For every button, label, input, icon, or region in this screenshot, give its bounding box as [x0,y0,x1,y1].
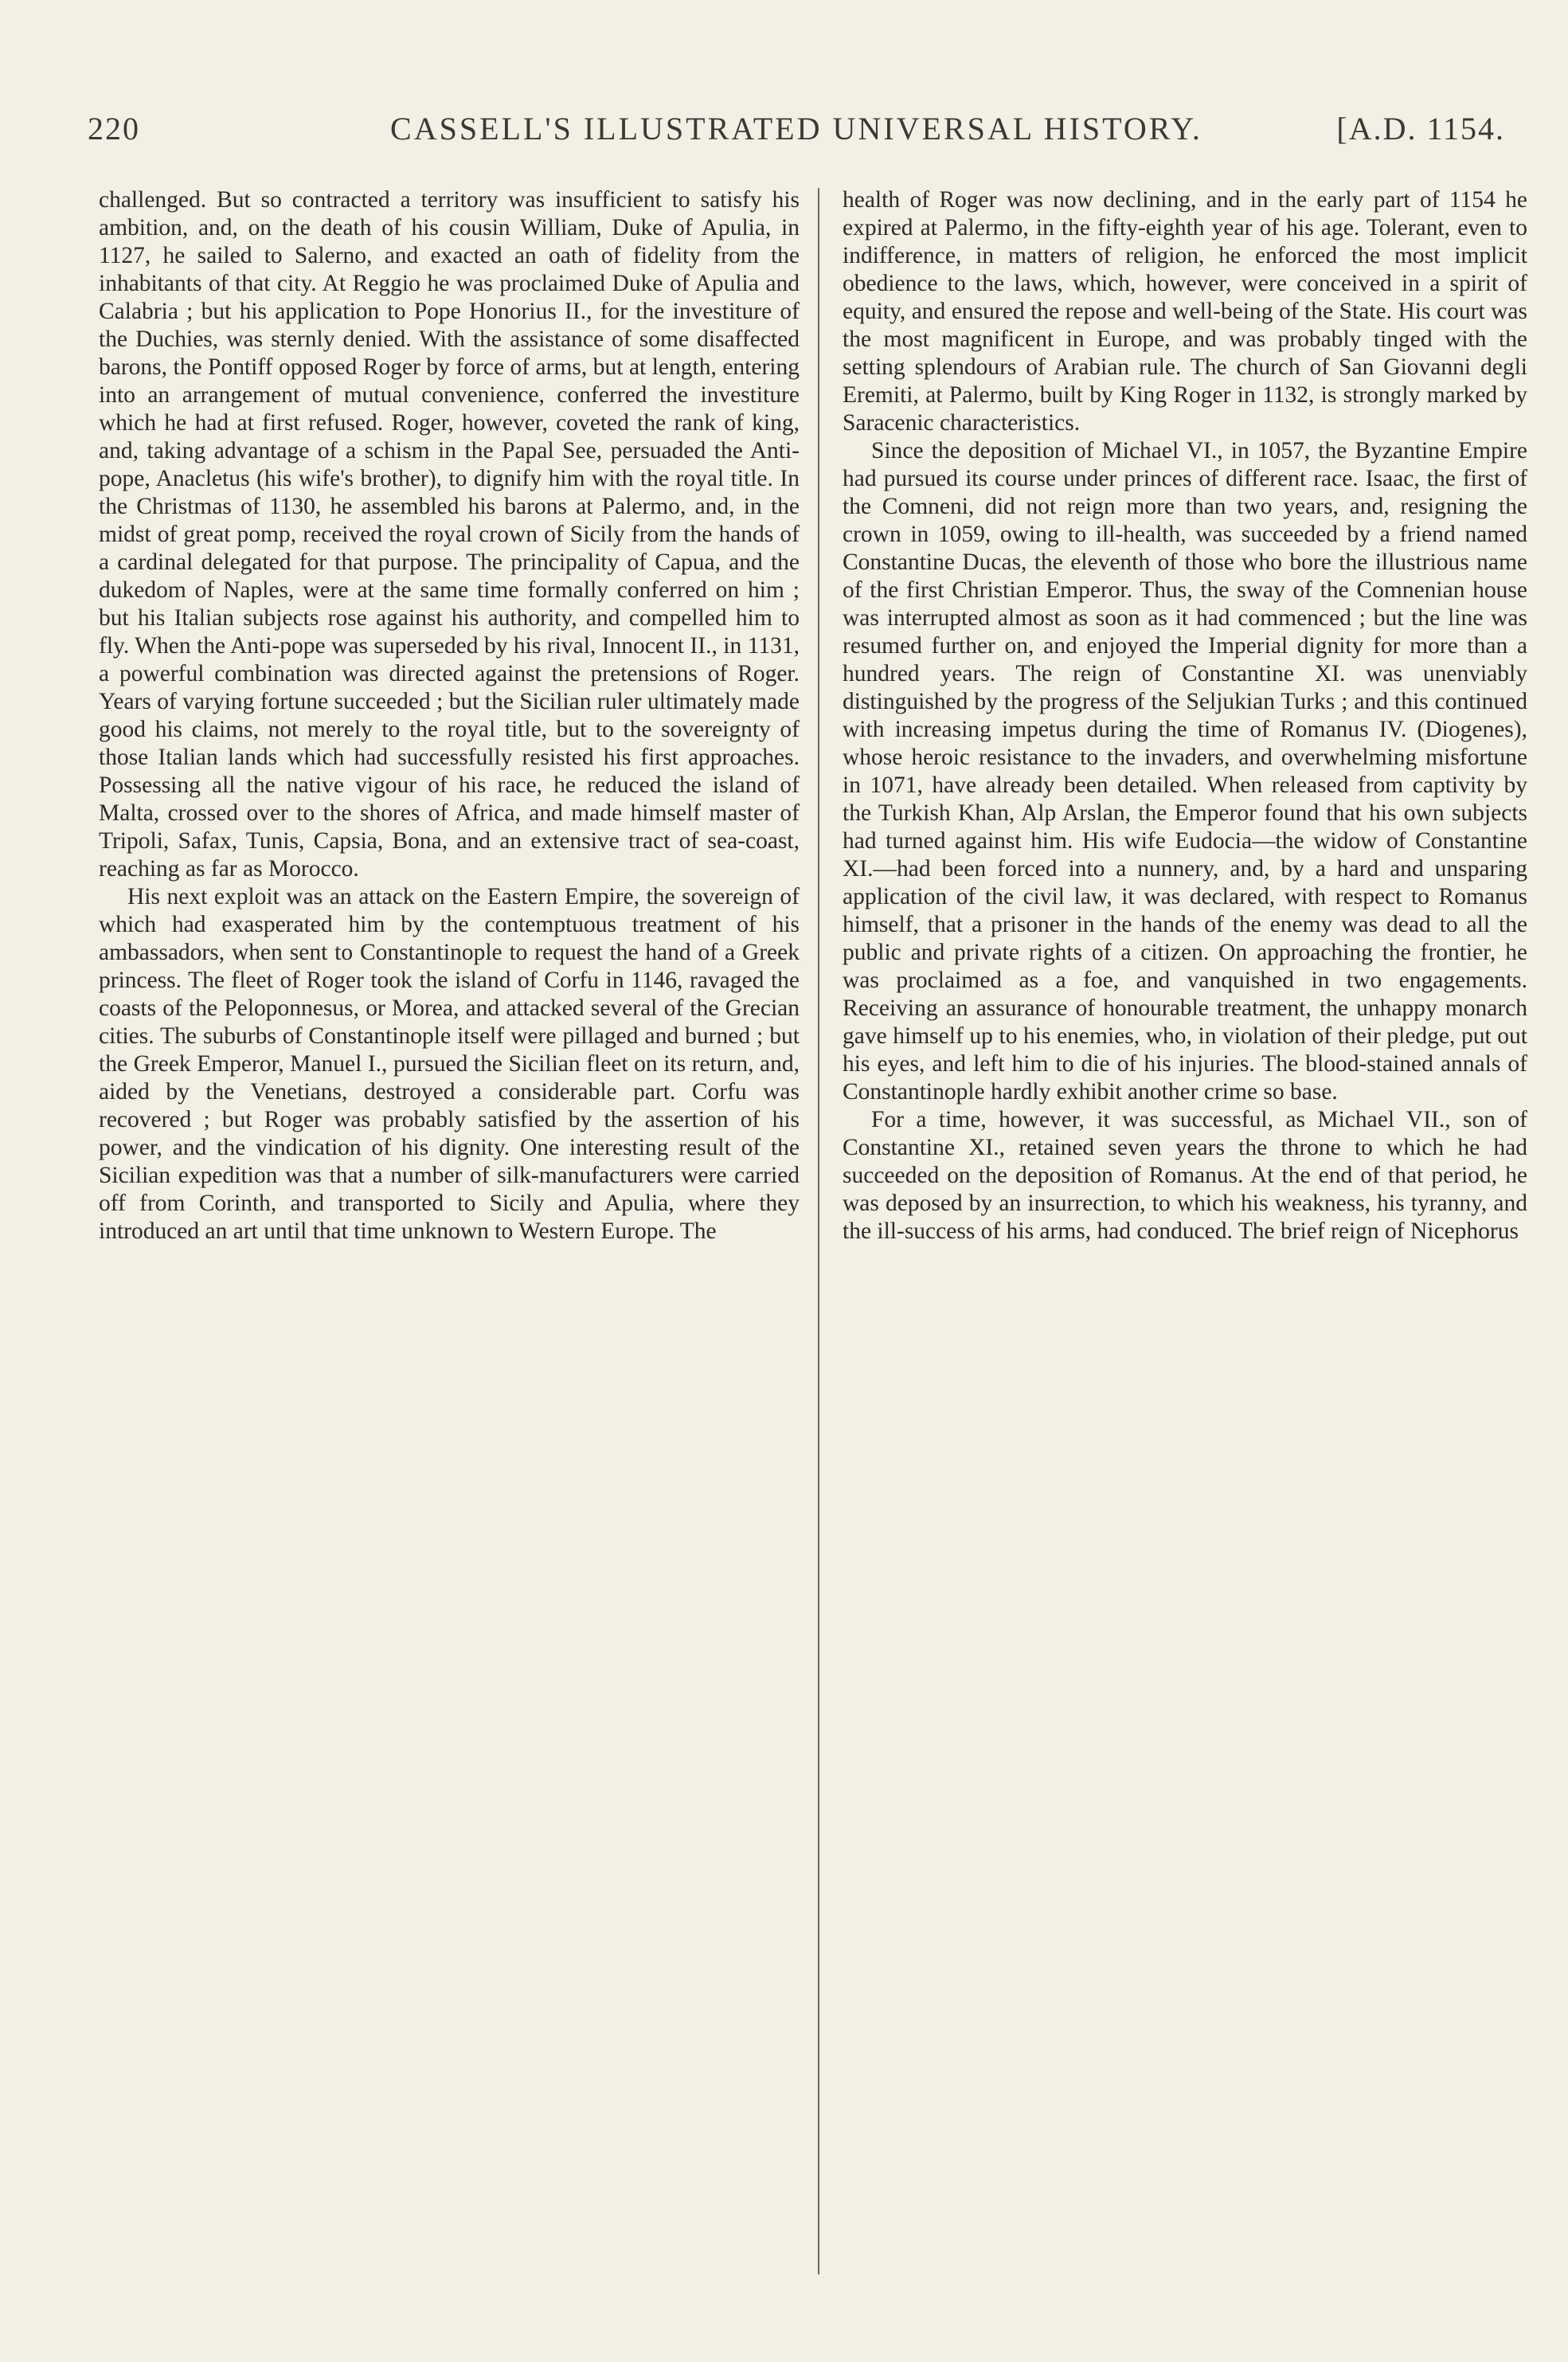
header-date: [A.D. 1154. [1336,111,1505,147]
right-paragraph-3: For a time, however, it was successful, as Michael VII., son of Constantine XI., retained seven years the throne to which he had succeeded on the deposition of Romanus. At the end of that period, he was deposed by an insurrection, to which his weakness, his tyranny, and the ill-success of his arms, had conduced. The brief reign of Nicephorus [843,1107,1527,1244]
page-number: 220 [88,111,140,147]
right-column [843,186,1527,1246]
left-paragraph-2: His next exploit was an attack on the Eastern Empire, the sovereign of which had exasperated him by the contemptuous treatment of his ambassadors, when sent to Constantinople to request the hand of a Greek princess. The fleet of Roger took the island of Corfu in 1146, ravaged the coasts of the Peloponnesus, or Morea, and attacked several of the Grecian cities. The suburbs of Constantinople itself were pillaged and burned ; but the Greek Emperor, Manuel I., pursued the Sicilian fleet on its return, and, aided by the Venetians, destroyed a considerable part. Corfu was recovered ; but Roger was probably satisfied by the assertion of his power, and the vindication of his dignity. One interesting result of the Sicilian expedition was that a number of silk-manufacturers were carried off from Corinth, and transported to Sicily and Apulia, where they introduced an art until that time unknown to Western Europe. The [99,884,800,1244]
column-divider [818,188,819,2274]
left-column [99,186,800,1246]
right-paragraph-1: health of Roger was now declining, and in the early part of 1154 he expired at Palermo, in the fifty-eighth year of his age. Tolerant, even to indifference, in matters of religion, he enforced the most implicit obedience to the laws, which, however, were conceived in a spirit of equity, and ensured the repose and well-being of the State. His court was the most magnificent in Europe, and was probably tinged with the setting splendours of Arabian rule. The church of San Giovanni degli Eremiti, at Palermo, built by King Roger in 1132, is strongly marked by Saracenic characteristics. [843,187,1527,436]
running-title: CASSELL'S ILLUSTRATED UNIVERSAL HISTORY. [390,111,1202,147]
right-paragraph-2: Since the deposition of Michael VI., in 1057, the Byzantine Empire had pursued its course under princes of different race. Isaac, the first of the Comneni, did not reign more than two years, and, resigning the crown in 1059, owing to ill-health, was succeeded by a friend named Constantine Ducas, the eleventh of those who bore the illustrious name of the first Christian Emperor. Thus, the sway of the Comnenian house was interrupted almost as soon as it had commenced ; but the line was resumed further on, and enjoyed the Imperial dignity for more than a hundred years. The reign of Constantine XI. was unenviably distinguished by the progress of the Seljukian Turks ; and this continued with increasing impetus during the time of Romanus IV. (Diogenes), whose heroic resistance to the invaders, and overwhelming misfortune in 1071, have already been detailed. When released from captivity by the Turkish Khan, Alp Arslan, the Emperor found that his own subjects had turned against him. His wife Eudocia—the widow of Constantine XI.—had been forced into a nunnery, and, by a hard and unsparing application of the civil law, it was declared, with respect to Romanus himself, that a prisoner in the hands of the enemy was dead to all the public and private rights of a citizen. On approaching the frontier, he was proclaimed as a foe, and vanquished in two engagements. Receiving an assurance of honourable treatment, the unhappy monarch gave himself up to his enemies, who, in violation of their pledge, put out his eyes, and left him to die of his injuries. The blood-stained annals of Constantinople hardly exhibit another crime so base. [843,438,1527,1105]
page-header [88,110,1505,158]
left-paragraph-1: challenged. But so contracted a territory was insufficient to satisfy his ambition, and, on the death of his cousin William, Duke of Apulia, in 1127, he sailed to Salerno, and exacted an oath of fidelity from the inhabitants of that city. At Reggio he was proclaimed Duke of Apulia and Calabria ; but his application to Pope Honorius II., for the investiture of the Duchies, was sternly denied. With the assistance of some disaffected barons, the Pontiff opposed Roger by force of arms, but at length, entering into an arrangement of mutual convenience, conferred the investiture which he had at first refused. Roger, however, coveted the rank of king, and, taking advantage of a schism in the Papal See, persuaded the Anti-pope, Anacletus (his wife's brother), to dignify him with the royal title. In the Christmas of 1130, he assembled his barons at Palermo, and, in the midst of great pomp, received the royal crown of Sicily from the hands of a cardinal delegated for that purpose. The principality of Capua, and the dukedom of Naples, were at the same time formally conferred on him ; but his Italian subjects rose against his authority, and compelled him to fly. When the Anti-pope was superseded by his rival, Innocent II., in 1131, a powerful combination was directed against the pretensions of Roger. Years of varying fortune succeeded ; but the Sicilian ruler ultimately made good his claims, not merely to the royal title, but to the sovereignty of those Italian lands which had successfully resisted his first approaches. Possessing all the native vigour of his race, he reduced the island of Malta, crossed over to the shores of Africa, and made himself master of Tripoli, Safax, Tunis, Capsia, Bona, and an extensive tract of sea-coast, reaching as far as Morocco. [99,187,800,882]
